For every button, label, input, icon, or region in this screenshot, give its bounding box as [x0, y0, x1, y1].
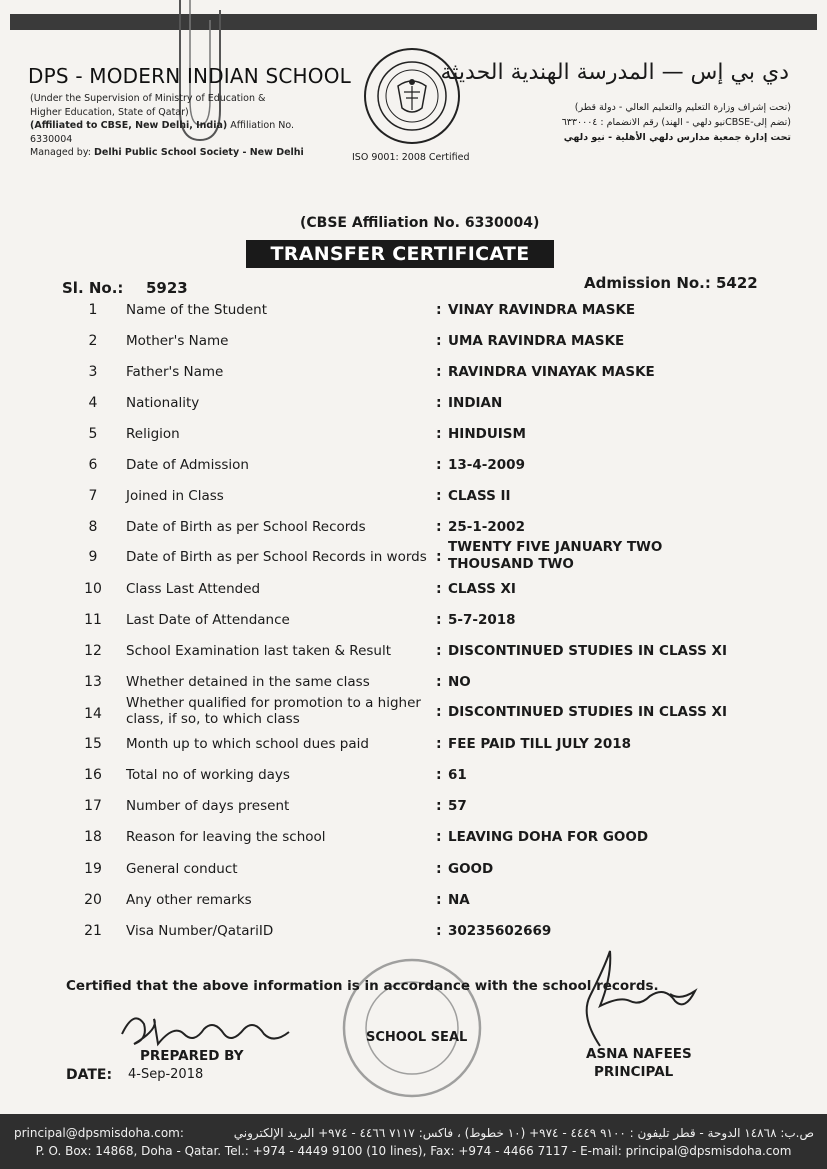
row-label: Reason for leaving the school [126, 829, 326, 845]
row-value: 57 [448, 798, 467, 814]
row-value: DISCONTINUED STUDIES IN CLASS XI [448, 704, 727, 720]
prepared-by-signature-icon [114, 1004, 304, 1054]
row-colon: : [436, 426, 442, 442]
footer-line-1 [14, 1126, 814, 1140]
row-number: 15 [84, 736, 102, 752]
row-value: VINAY RAVINDRA MASKE [448, 302, 636, 318]
row-number: 13 [84, 674, 102, 690]
row-number: 18 [84, 829, 102, 845]
row-number: 6 [88, 457, 98, 473]
school-seal-stamp-icon [338, 954, 486, 1102]
row-label: Nationality [126, 395, 200, 411]
row-value: DISCONTINUED STUDIES IN CLASS XI [448, 643, 727, 659]
row-number: 9 [88, 549, 98, 565]
iso-certification: ISO 9001: 2008 Certified [352, 152, 470, 163]
principal-name: ASNA NAFEES [586, 1046, 692, 1062]
row-label: Religion [126, 426, 180, 442]
row-number: 21 [84, 923, 102, 939]
row-colon: : [436, 333, 442, 349]
row-label: Date of Birth as per School Records [126, 519, 366, 535]
row-colon: : [436, 767, 442, 783]
sub-ar-line-1: (تحت إشراف وزارة التعليم والتعليم العالي - دولة قطر) [574, 102, 791, 113]
school-emblem-icon [362, 46, 462, 146]
row-label: Last Date of Attendance [126, 612, 290, 628]
prepared-by-label: PREPARED BY [140, 1048, 244, 1064]
row-number: 14 [84, 706, 102, 722]
row-label: Month up to which school dues paid [126, 736, 369, 752]
row-number: 8 [88, 519, 98, 535]
row-label: Whether detained in the same class [126, 674, 370, 690]
row-value: NA [448, 892, 470, 908]
footer-email: principal@dpsmisdoha.com: [14, 1126, 184, 1140]
row-value: HINDUISM [448, 426, 526, 442]
school-subtitle-english [30, 92, 330, 160]
row-number: 11 [84, 612, 102, 628]
footer-arabic-address: ص.ب: ١٤٨٦٨ الدوحة - قطر تليفون : ٩١٠٠ ٤٤٤٩ - ٩٧٤+ (١٠ خطوط) ، فاكس: ٧١١٧ ٤٤٦٦ - ٩٧٤+ البريد الإلكتروني [233, 1126, 814, 1140]
row-colon: : [436, 395, 442, 411]
admission-label: Admission No.: [584, 274, 711, 292]
row-label: Whether qualified for promotion to a higher class, if so, to which class [126, 695, 421, 727]
row-colon: : [436, 736, 442, 752]
row-colon: : [436, 549, 442, 565]
top-border-strip [10, 14, 817, 30]
row-number: 19 [84, 861, 102, 877]
row-label: School Examination last taken & Result [126, 643, 392, 659]
row-label: General conduct [126, 861, 238, 877]
sub-ar-line-2: (تضم إلى-CBSEنيو دلهي - الهند) رقم الانضمام : ٦٣٣٠٠٠٤ [561, 117, 791, 128]
managed-by-prefix: Managed by: [30, 147, 91, 158]
row-number: 5 [88, 426, 98, 442]
row-colon: : [436, 892, 442, 908]
sub-line-3 [30, 119, 330, 146]
school-name-arabic: دي بي إس — المدرسة الهندية الحديثة [440, 60, 789, 85]
sub-line-4 [30, 146, 330, 160]
row-label: Date of Birth as per School Records in words [126, 549, 427, 565]
row-value: UMA RAVINDRA MASKE [448, 333, 625, 349]
row-value: LEAVING DOHA FOR GOOD [448, 829, 649, 845]
serial-value: 5923 [146, 279, 188, 297]
row-number: 1 [88, 302, 98, 318]
row-colon: : [436, 861, 442, 877]
cbse-affiliation-line: (CBSE Affiliation No. 6330004) [300, 215, 540, 231]
row-number: 7 [88, 488, 98, 504]
row-label: Joined in Class [126, 488, 224, 504]
row-value: 13-4-2009 [448, 457, 525, 473]
row-colon: : [436, 704, 442, 720]
sub-line-1: (Under the Supervision of Ministry of Education & [30, 93, 266, 104]
row-colon: : [436, 457, 442, 473]
row-value: GOOD [448, 861, 494, 877]
date-label: DATE: [66, 1067, 113, 1083]
row-label: Date of Admission [126, 457, 249, 473]
managed-by-name: Delhi Public School Society - New Delhi [93, 147, 304, 158]
row-value: INDIAN [448, 395, 503, 411]
row-label: Father's Name [126, 364, 224, 380]
row-value: CLASS II [448, 488, 511, 504]
row-value: CLASS XI [448, 581, 516, 597]
row-label: Name of the Student [126, 302, 268, 318]
row-number: 3 [88, 364, 98, 380]
row-colon: : [436, 923, 442, 939]
row-value: 30235602669 [448, 923, 552, 939]
row-number: 20 [84, 892, 102, 908]
footer [0, 1114, 827, 1169]
row-label: Visa Number/QatariID [126, 923, 274, 939]
row-label: Total no of working days [126, 767, 290, 783]
row-value: 61 [448, 767, 467, 783]
footer-line-2: P. O. Box: 14868, Doha - Qatar. Tel.: +974 - 4449 9100 (10 lines), Fax: +974 - 4466 7117 - E-mail: principal@dpsmisdoha.com [35, 1144, 792, 1158]
row-number: 17 [84, 798, 102, 814]
row-value: 5-7-2018 [448, 612, 516, 628]
row-value: FEE PAID TILL JULY 2018 [448, 736, 632, 752]
row-label: Class Last Attended [126, 581, 261, 597]
row-colon: : [436, 364, 442, 380]
principal-title: PRINCIPAL [594, 1064, 674, 1080]
serial-label: Sl. No.: [62, 279, 124, 297]
row-colon: : [436, 519, 442, 535]
row-label: Number of days present [126, 798, 290, 814]
affiliation-bold: (Affiliated to CBSE, New Delhi, India) [30, 120, 228, 131]
row-colon: : [436, 829, 442, 845]
row-colon: : [436, 302, 442, 318]
row-value: RAVINDRA VINAYAK MASKE [448, 364, 655, 380]
row-value: NO [448, 674, 471, 690]
row-number: 10 [84, 581, 102, 597]
document-title: TRANSFER CERTIFICATE [246, 240, 554, 268]
sub-line-2: Higher Education, State of Qatar) [30, 106, 189, 118]
row-colon: : [436, 643, 442, 659]
row-colon: : [436, 798, 442, 814]
admission-value: 5422 [716, 274, 758, 292]
row-colon: : [436, 581, 442, 597]
row-colon: : [436, 488, 442, 504]
sub-ar-line-3: تحت إدارة جمعية مدارس دلهي الأهلية - نيو دلهي [563, 132, 791, 143]
row-colon: : [436, 612, 442, 628]
row-number: 12 [84, 643, 102, 659]
row-value: 25-1-2002 [448, 519, 525, 535]
affiliation-number: Affiliation No. 6330004 [30, 120, 295, 145]
row-number: 4 [88, 395, 98, 411]
school-name-english: DPS - MODERN INDIAN SCHOOL [28, 64, 352, 88]
row-number: 2 [88, 333, 98, 349]
row-number: 16 [84, 767, 102, 783]
certification-statement: Certified that the above information is in accordance with the school records. [66, 978, 659, 994]
school-seal-label: SCHOOL SEAL [366, 1030, 468, 1045]
principal-signature-icon [570, 946, 720, 1056]
row-label: Any other remarks [126, 892, 252, 908]
row-label: Mother's Name [126, 333, 229, 349]
row-value: TWENTY FIVE JANUARY TWO THOUSAND TWO [448, 539, 663, 572]
row-colon: : [436, 674, 442, 690]
date-value: 4-Sep-2018 [128, 1067, 204, 1082]
school-subtitle-arabic [491, 100, 791, 145]
